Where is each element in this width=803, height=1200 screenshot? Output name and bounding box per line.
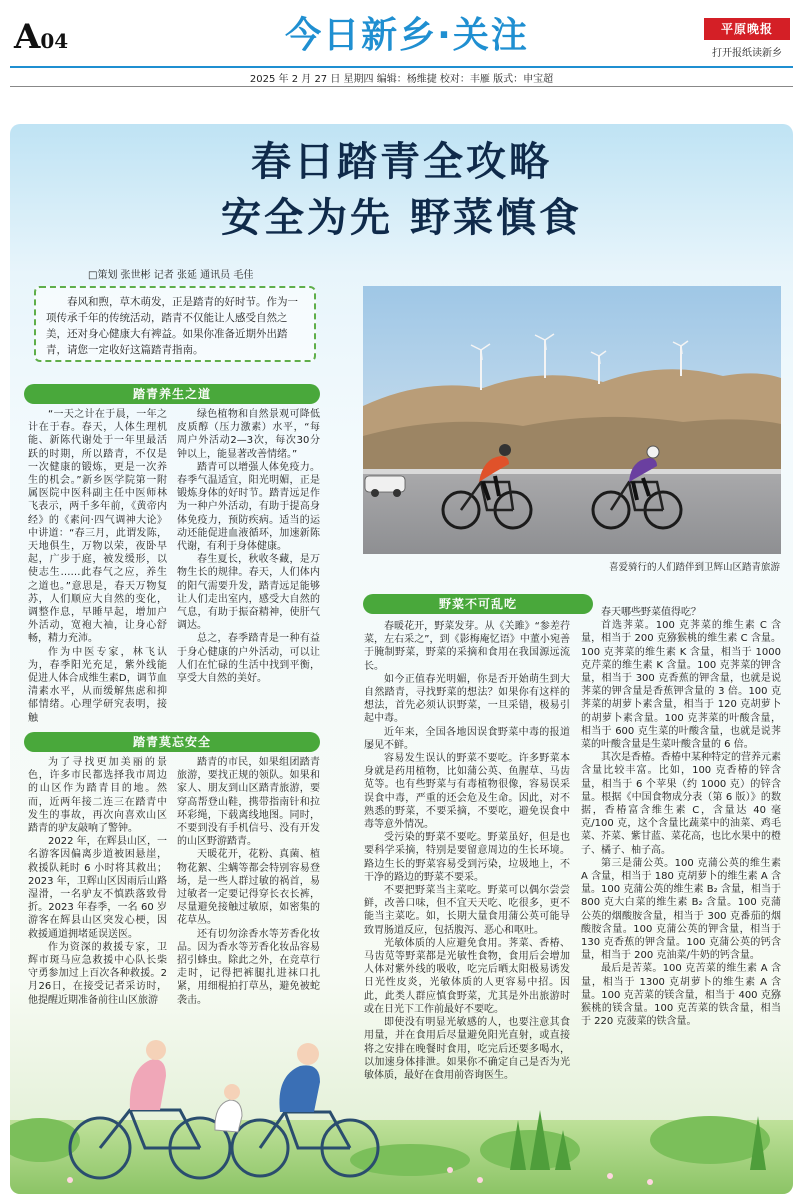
paragraph: 作为资深的救援专家，卫辉市斑马应急救援中心队长柴守勇参加过上百次各种救援。2月26日，在接受记者采访时，他提醒近期准备前往山区旅游	[28, 941, 167, 1006]
masthead-rule	[10, 66, 793, 68]
dateline-rule	[10, 86, 793, 87]
cycling-photo-illustration	[363, 286, 781, 554]
paragraph: 首选荠菜。100 克荠菜的维生素 C 含量，相当于 200 克猕猴桃的维生素 C 含量。100 克荠菜的维生素 K 含量，相当于 1000 克芹菜的维生素 K 含量。100 克荠菜的钾含量，相当于 300 克香蕉的钾含量，也就是说荠菜的钾含量是香蕉钾含量的 3 倍。100 克荠菜的胡萝卜素含量，相当于 120 克胡萝卜的胡萝卜素含量。100 克荠菜的叶酸含量，相当于 600 克生菜的叶酸含量，也就是说荠菜的叶酸含量是生菜叶酸含量的 6 倍。	[581, 620, 781, 751]
paragraph: 春天哪些野菜值得吃？	[601, 607, 701, 618]
section-title: 今日新乡·关注	[285, 15, 529, 56]
section1-column1	[28, 408, 167, 738]
section-banner-health: 踏青养生之道	[24, 384, 320, 404]
paragraph: 踏青的市民，如果组团踏青旅游，要找正规的领队。如果和家人、朋友到山区踏青旅游，要穿高帮登山鞋，携带指南针和拉环彩绳，下载离线地图。同时，不要到没有手机信号、没有开发的山区野游踏青。	[177, 757, 320, 848]
dateline: 2025 年 2 月 27 日 星期四 编辑：杨维捷 校对：丰雁 版式：申宝超	[249, 74, 554, 85]
paragraph: 近年来，全国各地因误食野菜中毒的报道屡见不鲜。	[364, 726, 570, 751]
paragraph: 作为中医专家，林飞认为，春季阳光充足，紫外线能促进人体合成维生素D，调节血清素水平，从而缓解焦虑和抑郁情绪。心理学研究表明，接触	[28, 646, 167, 724]
paragraph: 春生夏长，秋收冬藏，是万物生长的规律。春天，人们体内的阳气需要升发，踏青远足能够让人们走出室内，感受大自然的气息，有助于振奋精神，使肝气调达。	[177, 554, 320, 632]
newspaper-slogan: 打开报纸读新乡	[712, 48, 782, 59]
section1-column2	[177, 408, 320, 738]
family-cycling-illustration	[10, 1020, 793, 1194]
photo-caption: 喜爱骑行的人们踏伴到卫辉山区踏青旅游	[608, 562, 780, 573]
paragraph: 总之，春季踏青是一种有益于身心健康的户外活动，可以让人们在忙碌的生活中找到平衡，享受大自然的美好。	[177, 633, 320, 685]
paragraph: 光敏体质的人应避免食用。荠菜、香椿、马齿苋等野菜都是光敏性食物，食用后会增加人体对紫外线的吸收，吃完后晒太阳极易诱发日光性皮炎，光敏体质的人更容易中招。因此，此类人群应慎食野菜，尤其是外出旅游时或在日光下工作前最好不要吃。	[364, 937, 570, 1015]
byline: □策划 张世彬 记者 张延 通讯员 毛佳	[88, 270, 254, 281]
paragraph: 为了寻找更加美丽的景色，许多市民都选择我市周边的山区作为踏青目的地。然而，近两年接二连三在踏青中发生的事故，再次向喜欢山区踏青的驴友敲响了警钟。	[28, 757, 167, 835]
paragraph: 最后是苦菜。100 克苦菜的维生素 A 含量，相当于 1300 克胡萝卜的维生素 A 含量。100 克苦菜的镁含量，相当于 400 克猕猴桃的镁含量。100 克苦菜的铁含量，相当于 220 克菠菜的铁含量。	[581, 963, 781, 1028]
paragraph: 2022 年，在辉县山区，一名游客因偏离步道被困悬崖，救援队耗时 6 小时将其救出；2023 年，卫辉山区因雨后山路湿滑，一名驴友不慎跌落致骨折。2023 年春季，一名 60 岁游客在辉县山区突发心梗，因救援通道拥堵延误送医。	[28, 836, 167, 940]
section-banner-wild-vegetables: 野菜不可乱吃	[363, 594, 593, 614]
paragraph: 踏青可以增强人体免疫力。春季气温适宜，阳光明媚，正是锻炼身体的好时节。踏青远足作为一种户外活动，有助于提高身体免疫力，预防疾病。适当的运动还能促进血液循环，加速新陈代谢，有利于身体健康。	[177, 461, 320, 553]
cycling-photo	[363, 286, 781, 554]
paragraph: 其次是香椿。香椿中某种特定的营养元素含量比较丰富。比如，100 克香椿的锌含量，相当于 6 个苹果（约 1000 克）的锌含量。根据《中国食物成分表（第 6 版）》的数据，香椿富含维生素 C，含量达 40 毫克/100 克，这个含量比蔬菜中的油菜、鸡毛菜、芥菜、紫甘蓝、菜花高，也比水果中的橙子、橘子、柚子高。	[581, 752, 781, 856]
paragraph: 第三是蒲公英。100 克蒲公英的维生素 A 含量，相当于 180 克胡萝卜的维生素 A 含量。100 克蒲公英的维生素 B₂ 含量，相当于 800 克大白菜的维生素 B₂ 含量。100 克蒲公英的烟酸胺含量，相当于 300 克番茄的烟酸胺含量。100 克蒲公英的钾含量，相当于 130 克香蕉的钾含量。100 克蒲公英的钙含量，相当于 200 克油菜/牛奶的钙含量。	[581, 857, 781, 962]
page-number	[14, 17, 69, 58]
section-banner-safety: 踏青莫忘安全	[24, 732, 320, 752]
page-letter: A	[14, 17, 41, 57]
headline-line2: 安全为先 野菜慎食	[221, 194, 582, 241]
paragraph: 如今正值春光明媚，你是否开始萌生到大自然踏青，寻找野菜的想法？如果你有这样的想法，首先必须认识野菜，一旦采错，极易引起中毒。	[364, 673, 570, 725]
newspaper-logo: 平原晚报	[704, 18, 790, 40]
headline-line1: 春日踏青全攻略	[251, 138, 552, 185]
paragraph: 春暖花开，野菜发芽。从《关雎》“参差荇菜，左右采之”，到《影梅庵忆语》中董小宛善于腌制野菜，野菜的采摘和食用在我国源远流长。	[364, 621, 570, 672]
paragraph: 即使没有明显光敏感的人，也要注意其食用量，并在食用后尽量避免阳光直射，或直接将之安排在晚餐时食用，吃完后还要多喝水，以加速身体排泄。如果你不确定自己是否为光敏体质，最好在食用前咨询医生。	[364, 1017, 570, 1081]
lead-paragraph: 春风和煦，草木萌发，正是踏青的好时节。作为一项传承千年的传统活动，踏青不仅能让人感受自然之美，还对身心健康大有裨益。如果你准备近期外出踏青，请您一定收好这篇踏青指南。	[34, 286, 316, 362]
paragraph: “一天之计在于晨，一年之计在于春。春天，人体生理机能、新陈代谢处于一年里最活跃的时期，所以踏青，不仅是一次健康的锻炼，更是一次养生的机会。”新乡医学院第一附属医院中医科副主任中医师林飞表示，两千多年前，《黄帝内经》的《素问·四气调神大论》中讲道：“春三月，此谓发陈，天地俱生，万物以荣，夜卧早起，广步于庭，被发缓形，以使志生……此春气之应，养生之道也。”意思是，春天万物复苏，人们顺应大自然的变化，调整作息，早睡早起，增加户外活动，宽袍大袖，让身心舒畅，精力充沛。	[28, 409, 167, 645]
paragraph: 不要把野菜当主菜吃。野菜可以偶尔尝尝鲜，改善口味，但不宜天天吃、吃很多，更不能当主菜吃。如，长期大量食用蒲公英可能导致胃肠道反应，包括腹泻、恶心和呕吐。	[364, 885, 570, 936]
page-num: 04	[40, 29, 69, 53]
paragraph: 受污染的野菜不要吃。野菜虽好，但是也要科学采摘，特别是要留意周边的生长环境。路边生长的野菜容易受到污染，垃圾地上，不干净的路边的野菜不要采。	[364, 832, 570, 883]
paragraph: 绿色植物和自然景观可降低皮质醇（压力激素）水平，“每周户外活动2—3次，每次30分钟以上，能显著改善情绪。”	[177, 409, 320, 460]
section2-column1	[28, 756, 167, 1024]
paragraph: 容易发生误认的野菜不要吃。许多野菜本身就是药用植物，比如蒲公英、鱼腥草、马齿苋等。也有些野菜与有毒植物很像，容易误采误食中毒，严重的还会危及生命。因此，对不熟悉的野菜，不要采摘，不要吃，避免误食中毒等意外情况。	[364, 753, 570, 831]
paragraph: 天暖花开，花粉、真菌、植物花絮、尘螨等都会特别容易登场，是一些人群过敏的祸首，易过敏者一定要记得穿长衣长裤，尽量避免接触过敏原，如密集的花草丛。	[177, 849, 320, 927]
section2-column2	[177, 756, 320, 1024]
paragraph: 还有切勿涂香水等芳香化妆品。因为香水等芳香化妆品容易招引蜂虫。除此之外，在竞草行走时，记得把裤腿扎进袜口扎紧，用细棍拍打草丛，避免被蛇袭击。	[177, 928, 320, 1006]
